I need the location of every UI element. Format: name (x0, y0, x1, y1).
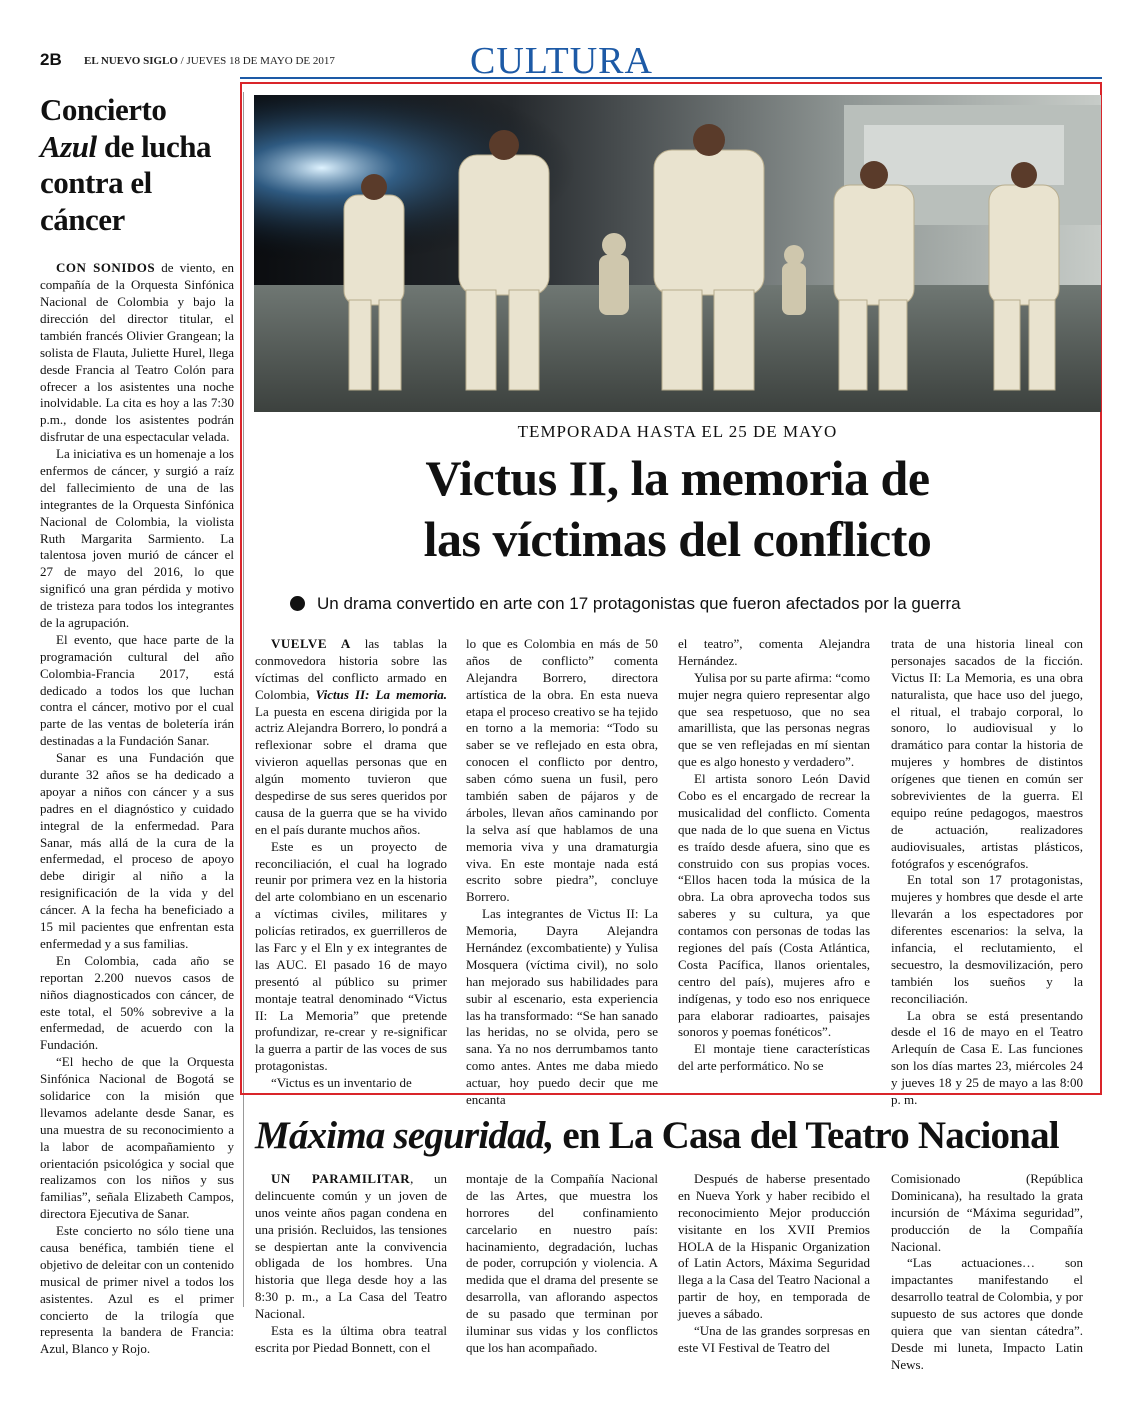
paragraph: “Victus es un inventario de (271, 1075, 412, 1091)
paragraph: En total son 17 protagonistas, mujeres y hombres que desde el arte llevarán a los espectadores por diferentes escenarios: la selva, la infancia, el reclutamiento, el secuestro, la desmovilización, pero también los sueños y la reconciliación. (891, 872, 1083, 1006)
paragraph: Este concierto no sólo tiene una causa benéfica, también tiene el objetivo de deleitar con un contenido musical de primer nivel a todos los asistentes. Azul es el primer concierto de la trilogía que representa la bandera de Francia: Azul, Blanco y Rojo. (40, 1223, 234, 1357)
paragraph: La obra se está presentando desde el 16 de mayo en el Teatro Arlequín de Casa E. Las funciones son los días martes 23, miércoles 24 y jueves 18 y 25 de mayo a las 8:00 p. m. (891, 1007, 1083, 1108)
lead-in: UN PARAMILITAR (271, 1171, 411, 1186)
paragraph-text: La puesta en escena dirigida por la actriz Alejandra Borrero, lo pondrá a reflexionar sobre el drama que vivieron aquellas personas que en algún momento tuvieron que despedirse de sus seres queridos por causa de la guerra que se ha vivido en el país durante muchos años. (255, 703, 447, 837)
paragraph: “El hecho de que la Orquesta Sinfónica Nacional de Bogotá se solidarice con la misión que llevamos adelante desde Sanar, es una muestra de su reconocimiento a la labor de acompañamiento y orientación psicológica y social que realizamos con los niños y sus familias”, señala Elizabeth Campos, directora Ejecutiva de Sanar. (40, 1054, 234, 1222)
story2-column-1 (255, 1171, 447, 1357)
left-story (40, 92, 234, 1358)
paragraph: El artista sonoro León David Cobo es el encargado de recrear la musicalidad del conflicto. Comenta que nada de lo que suena en Victus es traído desde afuera, sino que es construido con sus propias voces. “Ellos hacen toda la música de la obra. La obra aprovecha todos sus saberes y su cultura, ya que contamos con personas de todas las regiones del país (Costa Atlántica, Costa Pacífica, llanos orientales, centro del país), mujeres afro e indígenas, y todo eso nos enriquece para elaborar radioartes, paisajes sonoros y poemas fonéticos”. (678, 771, 870, 1040)
paragraph: Este es un proyecto de reconciliación, el cual ha logrado reunir por primera vez en la historia del arte colombiano en un escenario a víctimas civiles, militares y policías retirados, ex guerrilleros de las Farc y el Eln y ex integrantes de las AUC. El pasado 16 de mayo presentó al público su primer montaje teatral denominado “Victus II: La Memoria” que pretende profundizar, re-crear y re-significar la guerra a partir de las voces de sus protagonistas. (255, 838, 447, 1074)
paragraph: La iniciativa es un homenaje a los enfermos de cáncer, y surgió a raíz del fallecimiento de una de las integrantes de la Orquesta Sinfónica Nacional de Colombia, la violista Ruth Margarita Sarmiento. La talentosa joven murió de cáncer el 27 de mayo del 2016, lo que significó una gran pérdida y motivo de tristeza para todos los integrantes de la agrupación. (40, 446, 234, 631)
paragraph (255, 1171, 447, 1323)
paragraph: En Colombia, cada año se reportan 2.200 nuevos casos de niños diagnosticados con cáncer, de este total, el 50% sobrevive a la enfermedad, de acuerdo con la Fundación. (40, 952, 234, 1053)
headline-line2: las víctimas del conflicto (423, 511, 932, 567)
paragraph-text: las tablas la conmovedora historia sobre las víctimas del conflicto armado en Colombia, (255, 636, 447, 702)
feature-column-1 (255, 636, 447, 1092)
masthead (84, 55, 335, 67)
paragraph: Yulisa por su parte afirma: “como mujer negra quiero representar algo que sea respetuoso, que no sea amarillista, que las personas negras que se ven reflejadas en mí sientan que es algo honesto y verdadero”. (678, 669, 870, 770)
paragraph: trata de una historia lineal con personajes sacados de la ficción. Victus II: La Memoria, es una obra naturalista, que hace uso del juego, el ritual, el trabajo corporal, lo sonoro, lo audiovisual y lo dramático para contar la historia de mujeres y hombres de distintos orígenes que tienen en común ser sobrevivientes de la guerra. El equipo reúne pedagogos, maestros de actuación, realizadores audiovisuales, artistas plásticos, fotógrafos y escenógrafos. (891, 636, 1083, 871)
paragraph: Esta es la última obra teatral escrita por Piedad Bonnett, con el (255, 1323, 447, 1355)
paragraph: el teatro”, comenta Alejandra Hernández. (678, 636, 870, 668)
deck (290, 594, 1090, 614)
paragraph: “Una de las grandes sorpresas en este VI Festival de Teatro del (678, 1323, 870, 1355)
story2-headline-rest: en La Casa del Teatro Nacional (553, 1114, 1059, 1157)
left-story-headline (40, 92, 234, 238)
bullet-icon (290, 596, 305, 611)
left-headline-line1: Concierto (40, 92, 167, 127)
paragraph (255, 636, 447, 839)
lead-in: VUELVE A (271, 636, 351, 651)
paragraph: montaje de la Compañía Nacional de las Artes, que muestra los horrores del confinamiento carcelario en nuestro país: hacinamiento, degradación, luchas de poder, corrupción y violencia. A medida que el drama del presente se desarrolla, van aflorando aspectos de su pasado que terminan por iluminar sus vidas y los conflictos que los han acompañado. (466, 1171, 658, 1355)
stage-photo (254, 95, 1101, 412)
paragraph: Después de haberse presentado en Nueva York y haber recibido el reconocimiento Mejor producción visitante en los XVII Premios HOLA de la Hispanic Organization of Latin Actors, Máxima Seguridad llega a la Casa del Teatro Nacional a partir de hoy, en temporada de jueves a sábado. (678, 1171, 870, 1322)
story2-column-2 (466, 1171, 658, 1357)
story2-column-3 (678, 1171, 870, 1357)
paragraph: lo que es Colombia en más de 50 años de conflicto” comenta Alejandra Borrero, directora artística de la obra. En esta nueva etapa el proceso creativo se ha tejido en torno a la memoria: “Todo su saber se ve reflejado en esta obra, conocen el conflicto por dentro, saben cómo suena un fusil, pero también saben de pájaros y de árboles, llevan años caminando por la selva así que hablamos de una memoria viva y una dramaturgia viva. En este montaje nada está escrito sobre piedra”, concluye Borrero. (466, 636, 658, 905)
feature-column-4 (891, 636, 1083, 1109)
paragraph-text: , un delincuente común y un joven de unos veinte años pagan condena en una prisión. Recluidos, las tensiones se despiertan ante la convivencia obligada de los hombres. Una historia que llega desde hoy a las 8:30 p. m., a La Casa del Teatro Nacional. (255, 1171, 447, 1322)
lead-in: CON SONIDOS (56, 260, 156, 276)
paragraph: Comisionado (República Dominicana), ha resultado la grata incursión de “Máxima seguridad”, producción de la Compañía Nacional. (891, 1171, 1083, 1254)
story2-headline-italic: Máxima seguridad, (255, 1114, 554, 1157)
paragraph (40, 260, 234, 446)
paragraph: Las integrantes de Victus II: La Memoria, Dayra Alejandra Hernández (excombatiente) y Yulisa Mosquera (víctima civil), no solo han mejorado sus habilidades para subir al escenario, esta experiencia las ha transformado: “Se han sanado las heridas, no se olvida, pero se sana. Ya no nos derrumbamos tanto como antes. Antes me daba miedo actuar, hoy puedo decir que me encanta (466, 906, 658, 1108)
kicker: TEMPORADA HASTA EL 25 DE MAYO (517, 422, 838, 441)
left-headline-italic: Azul (40, 128, 97, 164)
paragraph: El evento, que hace parte de la programación cultural del año Colombia-Francia 2017, está dedicado a todos los que luchan contra el cáncer, motivo por el cual parte de las ventas de boletería irán destinadas a la Fundación Sanar. (40, 631, 234, 749)
feature-column-2 (466, 636, 658, 1109)
left-story-body (40, 260, 234, 1358)
newspaper-name: EL NUEVO SIGLO (84, 55, 178, 67)
story2-headline (255, 1113, 1090, 1158)
headline-line1: Victus II, la memoria de (425, 450, 930, 506)
feature-column-3 (678, 636, 870, 1075)
header-rule (240, 77, 1102, 79)
paragraph: “Las actuaciones… son impactantes manifestando el desarrollo teatral de Colombia, y por supuesto de sus actores que donde quiera que van sientan cátedra”. Desde mi luneta, Impacto Latin News. (891, 1255, 1083, 1372)
deck-text: Un drama convertido en arte con 17 protagonistas que fueron afectados por la guerra (317, 594, 961, 613)
left-headline-rest: de lucha contra el cáncer (40, 128, 211, 237)
play-title: Victus II: La memoria. (315, 686, 447, 702)
paragraph-text: de viento, en compañía de la Orquesta Sinfónica Nacional de Colombia y bajo la dirección del director titular, el también francés Olivier Grangean; la solista de Flauta, Juliette Hurel, llega desde Francia al Teatro Colón para ofrecer a los asistentes una noche inolvidable. La cita es hoy a las 7:30 p.m., donde los asistentes podrán disfrutar de una espectacular velada. (40, 260, 234, 445)
section-title: CULTURA (470, 42, 653, 76)
issue-date: / JUEVES 18 DE MAYO DE 2017 (177, 55, 335, 67)
page-number: 2B (40, 50, 62, 69)
paragraph: El montaje tiene características del arte performático. No se (678, 1041, 870, 1074)
paragraph: Sanar es una Fundación que durante 32 años se ha dedicado a apoyar a niños con cáncer y a sus padres en el diagnóstico y cuidado integral de la enfermedad. Para Sanar, más allá de la cura de la enfermedad, el proceso de apoyo debe dirigir al niño a la resignificación de la vida y del cáncer. A la fecha ha beneficiado a 15 mil pacientes que enfrentan esta enfermedad y a sus familias. (40, 750, 234, 951)
story2-column-4 (891, 1171, 1083, 1374)
feature-headline (254, 448, 1101, 570)
